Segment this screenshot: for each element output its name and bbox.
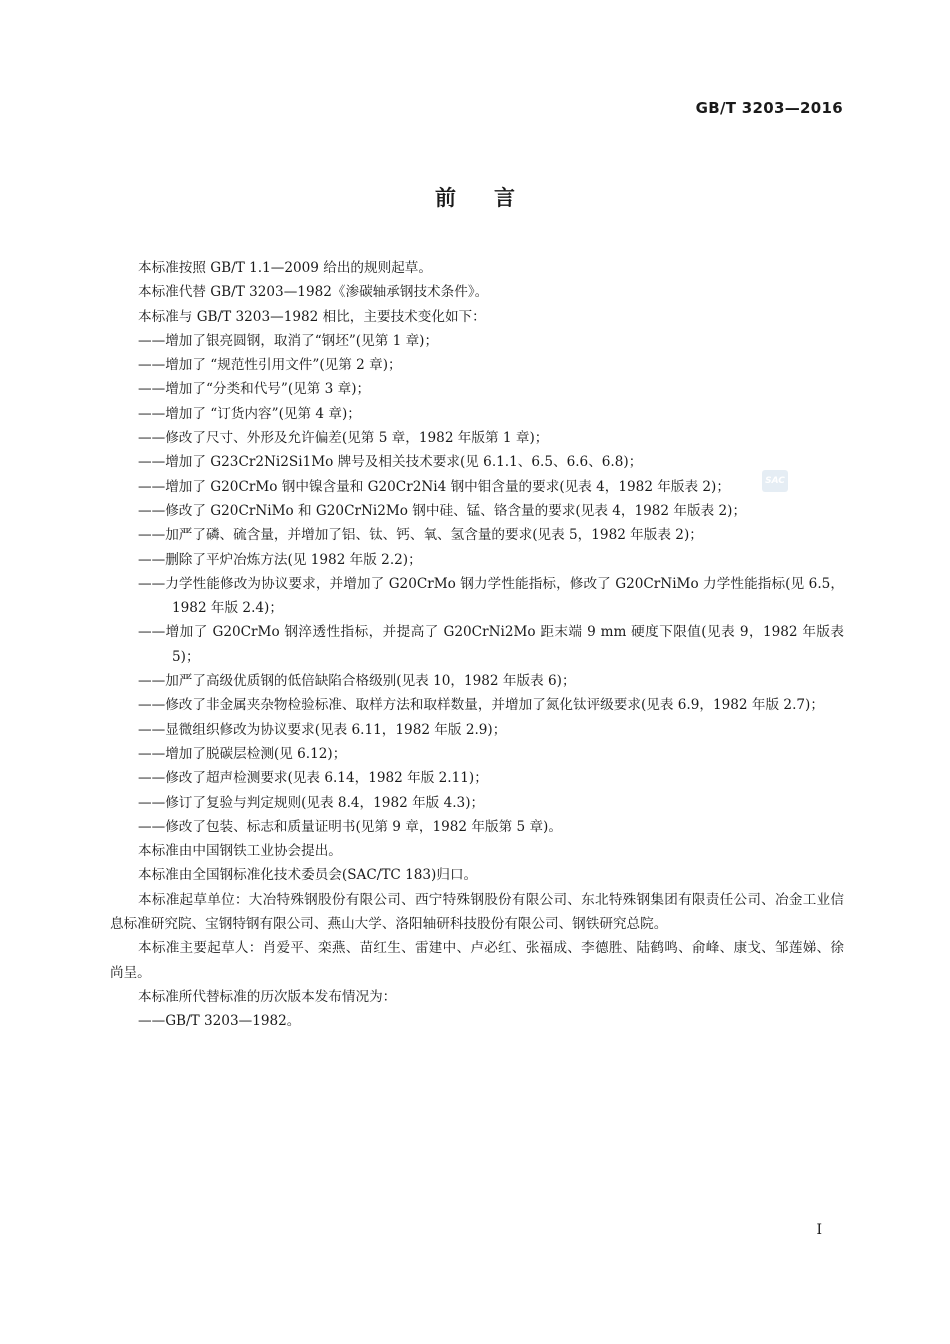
- page-title: 前言: [435, 186, 553, 210]
- closing-paragraph: 本标准由中国钢铁工业协会提出。: [138, 843, 342, 860]
- change-item: ——增加了 G23Cr2Ni2Si1Mo 牌号及相关技术要求(见 6.1.1、6.5、6.6、6.8)；: [138, 454, 643, 471]
- change-item: ——显微组织修改为协议要求(见表 6.11，1982 年版 2.9)；: [138, 721, 507, 738]
- change-item: ——增加了“分类和代号”(见第 3 章)；: [138, 381, 371, 398]
- page-number: I: [816, 1222, 822, 1238]
- change-item: ——修改了非金属夹杂物检验标准、取样方法和取样数量，并增加了氮化钛评级要求(见表 6.9，1982 年版 2.7)；: [138, 697, 824, 714]
- intro-paragraph: 本标准代替 GB/T 3203—1982《渗碳轴承钢技术条件》。: [138, 284, 489, 301]
- foreword-body: [110, 256, 844, 1034]
- history-item: ——GB/T 3203—1982。: [138, 1013, 301, 1030]
- change-item: ——修订了复验与判定规则(见表 8.4，1982 年版 4.3)；: [138, 794, 485, 811]
- change-item: ——增加了 “规范性引用文件”(见第 2 章)；: [138, 357, 402, 374]
- change-item: ——增加了银亮圆钢，取消了“钢坯”(见第 1 章)；: [138, 332, 439, 349]
- change-item: ——修改了包装、标志和质量证明书(见第 9 章，1982 年版第 5 章)。: [138, 818, 562, 835]
- change-item: ——修改了超声检测要求(见表 6.14，1982 年版 2.11)；: [138, 770, 488, 787]
- change-item: ——删除了平炉冶炼方法(见 1982 年版 2.2)；: [138, 551, 422, 568]
- intro-paragraph: 本标准与 GB/T 3203—1982 相比，主要技术变化如下：: [138, 308, 486, 325]
- change-item: ——增加了 G20CrMo 钢淬透性指标，并提高了 G20CrNi2Mo 距末端 9 mm 硬度下限值(见表 9，1982 年版表 5)；: [138, 624, 844, 665]
- drafters-paragraph: 本标准主要起草人：肖爱平、栾燕、苗红生、雷建中、卢必红、张福成、李德胜、陆鹤鸣、俞峰、康戈、邹莲娣、徐尚呈。: [110, 940, 844, 981]
- change-item: ——加严了高级优质钢的低倍缺陷合格级别(见表 10，1982 年版表 6)；: [138, 673, 576, 690]
- change-item: ——修改了 G20CrNiMo 和 G20CrNi2Mo 钢中硅、锰、铬含量的要求(见表 4，1982 年版表 2)；: [138, 502, 747, 519]
- change-item: ——增加了 G20CrMo 钢中镍含量和 G20Cr2Ni4 钢中钼含量的要求(见表 4，1982 年版表 2)；: [138, 478, 730, 495]
- drafting-units-paragraph: 本标准起草单位：大冶特殊钢股份有限公司、西宁特殊钢股份有限公司、东北特殊钢集团有限责任公司、冶金工业信息标准研究院、宝钢特钢有限公司、燕山大学、洛阳轴研科技股份有限公司、钢铁研究总院。: [110, 891, 844, 933]
- change-item: ——力学性能修改为协议要求，并增加了 G20CrMo 钢力学性能指标，修改了 G20CrNiMo 力学性能指标(见 6.5，1982 年版 2.4)；: [138, 575, 844, 617]
- closing-paragraph: 本标准由全国钢标准化技术委员会(SAC/TC 183)归口。: [138, 867, 478, 884]
- change-item: ——修改了尺寸、外形及允许偏差(见第 5 章，1982 年版第 1 章)；: [138, 430, 549, 447]
- change-item: ——加严了磷、硫含量，并增加了铝、钛、钙、氧、氢含量的要求(见表 5，1982 年版表 2)；: [138, 527, 703, 544]
- intro-paragraph: 本标准按照 GB/T 1.1—2009 给出的规则起草。: [138, 260, 432, 276]
- sac-watermark: SAC: [762, 470, 788, 492]
- standard-code: GB/T 3203—2016: [695, 99, 843, 117]
- change-item: ——增加了脱碳层检测(见 6.12)；: [138, 745, 347, 762]
- history-intro-paragraph: 本标准所代替标准的历次版本发布情况为：: [138, 988, 397, 1005]
- change-item: ——增加了 “订货内容”(见第 4 章)；: [138, 405, 361, 422]
